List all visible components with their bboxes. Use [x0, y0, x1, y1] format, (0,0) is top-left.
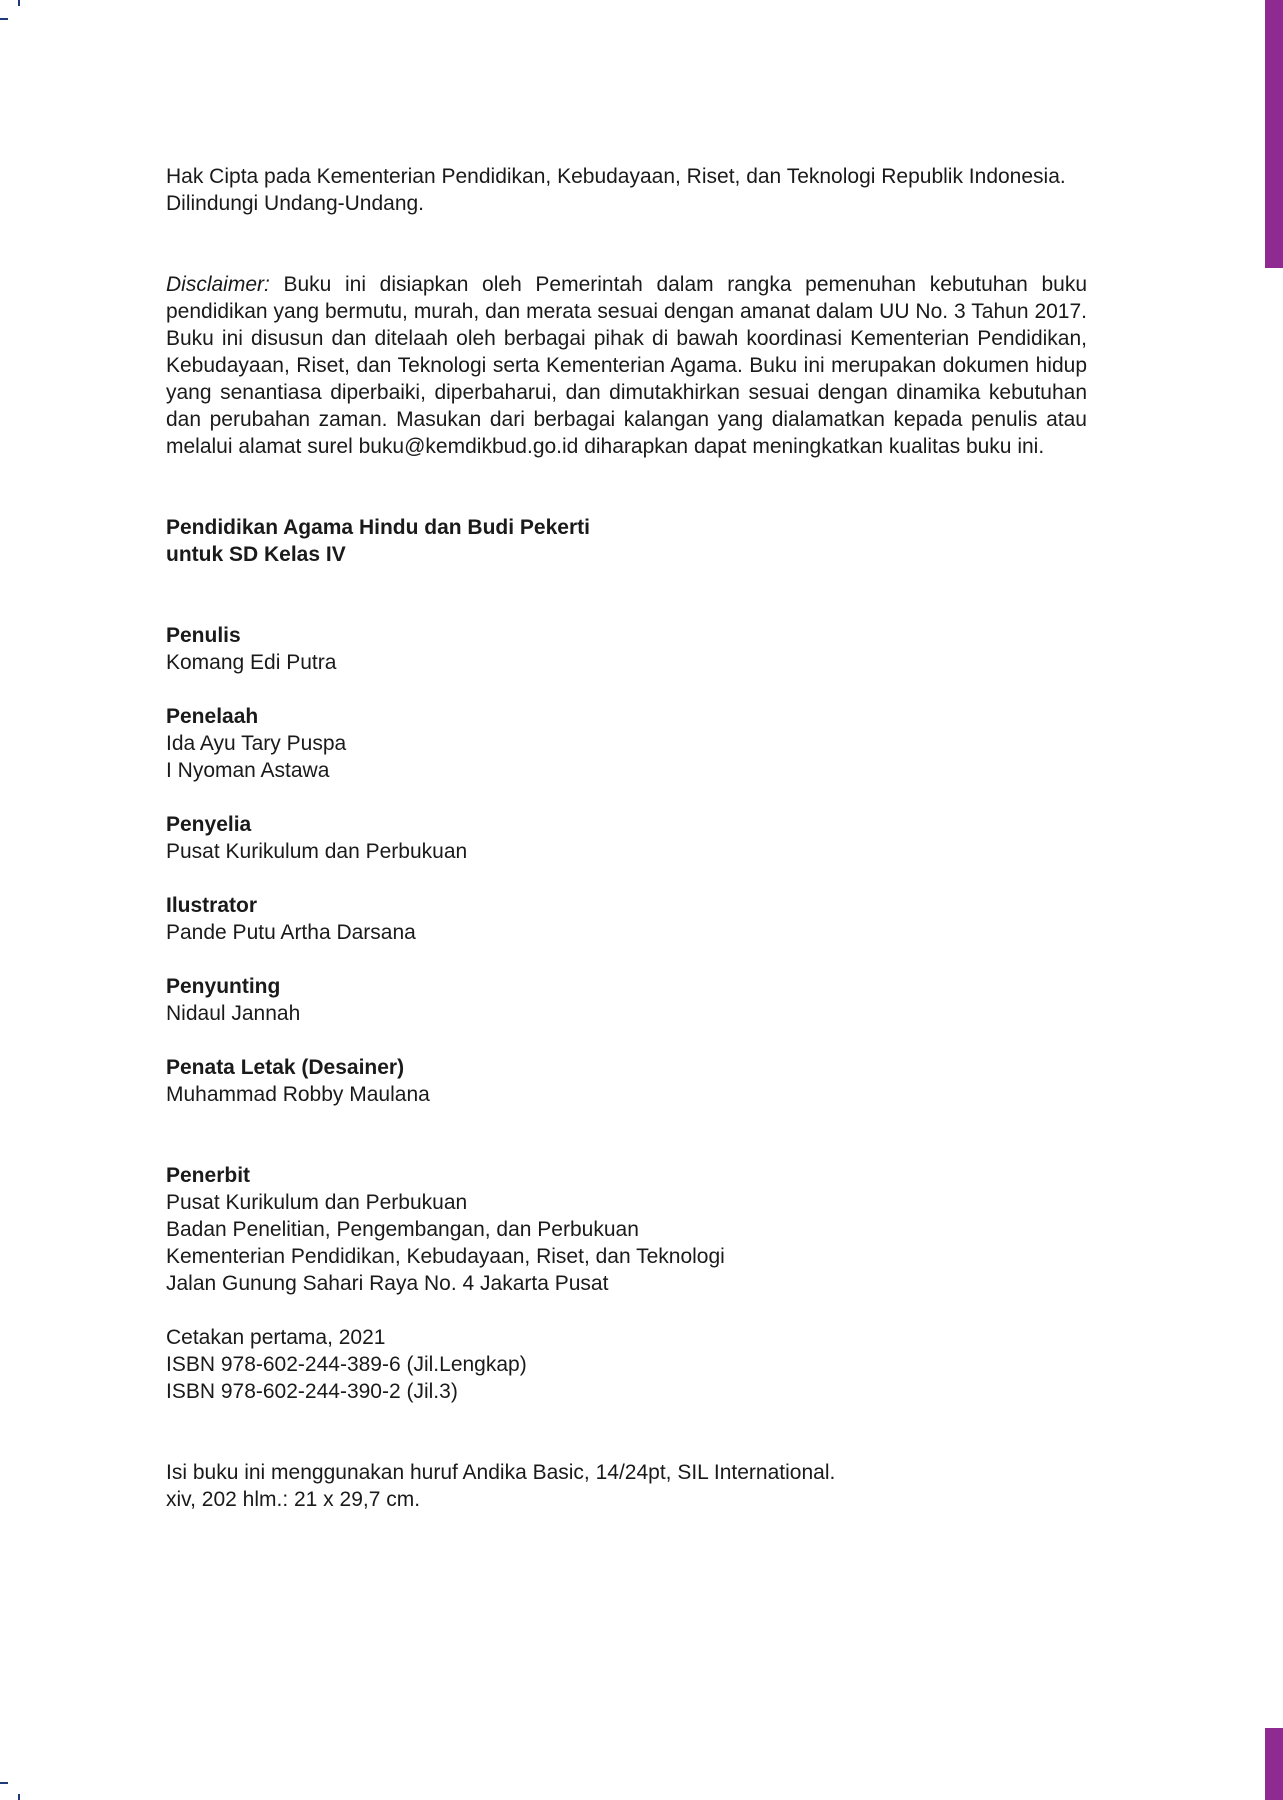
font-info: Isi buku ini menggunakan huruf Andika Basic, 14/24pt, SIL International.	[166, 1461, 836, 1484]
publisher-line: Kementerian Pendidikan, Kebudayaan, Riset, dan Teknologi	[166, 1245, 725, 1268]
credit-name: Pusat Kurikulum dan Perbukuan	[166, 840, 468, 863]
credit-ilustrator	[166, 892, 1087, 946]
credit-label: Ilustrator	[166, 894, 258, 917]
credit-penyelia	[166, 811, 1087, 865]
page-size-info: xiv, 202 hlm.: 21 x 29,7 cm.	[166, 1488, 421, 1511]
publisher-line: Badan Penelitian, Pengembangan, dan Perbukuan	[166, 1218, 639, 1241]
printing-info	[166, 1324, 1087, 1405]
imprint-page	[166, 163, 1087, 1513]
crop-mark-bottom-left-v	[18, 1794, 20, 1800]
book-title-line-1: Pendidikan Agama Hindu dan Budi Pekerti	[166, 516, 590, 539]
copyright-line: Hak Cipta pada Kementerian Pendidikan, Kebudayaan, Riset, dan Teknologi Republik Indonesia.	[166, 165, 1066, 188]
crop-mark-top-left-v	[18, 0, 20, 6]
edition-line: Cetakan pertama, 2021	[166, 1326, 386, 1349]
isbn-full: ISBN 978-602-244-389-6 (Jil.Lengkap)	[166, 1353, 527, 1376]
publisher-block	[166, 1162, 1087, 1297]
credit-name: Komang Edi Putra	[166, 651, 337, 674]
credit-label: Penyunting	[166, 975, 281, 998]
isbn-volume: ISBN 978-602-244-390-2 (Jil.3)	[166, 1380, 458, 1403]
credit-name: Pande Putu Artha Darsana	[166, 921, 416, 944]
publisher-label: Penerbit	[166, 1164, 251, 1187]
credit-label: Penelaah	[166, 705, 259, 728]
colophon	[166, 1459, 1087, 1513]
credit-name: Ida Ayu Tary Puspa	[166, 732, 347, 755]
accent-bar-bottom	[1265, 1728, 1283, 1800]
credit-penyunting	[166, 973, 1087, 1027]
publisher-line: Pusat Kurikulum dan Perbukuan	[166, 1191, 468, 1214]
publisher-address: Jalan Gunung Sahari Raya No. 4 Jakarta Pusat	[166, 1272, 609, 1295]
credit-label: Penata Letak (Desainer)	[166, 1056, 405, 1079]
credit-name: I Nyoman Astawa	[166, 759, 330, 782]
book-title	[166, 514, 1087, 568]
credit-penulis	[166, 622, 1087, 676]
credit-label: Penulis	[166, 624, 241, 647]
crop-mark-top-left	[0, 18, 8, 20]
credit-name: Muhammad Robby Maulana	[166, 1083, 430, 1106]
book-title-line-2: untuk SD Kelas IV	[166, 543, 346, 566]
protection-line: Dilindungi Undang-Undang.	[166, 192, 425, 215]
credit-penata-letak	[166, 1054, 1087, 1108]
credit-penelaah	[166, 703, 1087, 784]
disclaimer-paragraph	[166, 271, 1087, 460]
crop-mark-bottom-left	[0, 1782, 8, 1784]
disclaimer-label: Disclaimer:	[166, 273, 270, 296]
credit-label: Penyelia	[166, 813, 252, 836]
disclaimer-text: Buku ini disiapkan oleh Pemerintah dalam rangka pemenuhan kebutuhan buku pendidikan yang bermutu, murah, dan merata sesuai dengan amanat dalam UU No. 3 Tahun 2017. Buku ini disusun dan ditelaah oleh berbagai pihak di bawah koordinasi Kementerian Pendidikan, Kebudayaan, Riset, dan Teknologi serta Kementerian Agama. Buku ini merupakan dokumen hidup yang senantiasa diperbaiki, diperbaharui, dan dimutakhirkan sesuai dengan dinamika kebutuhan dan perubahan zaman. Masukan dari berbagai kalangan yang dialamatkan kepada penulis atau melalui alamat surel buku@kemdikbud.go.id diharapkan dapat meningkatkan kualitas buku ini.	[166, 273, 1087, 458]
accent-bar-top	[1265, 0, 1283, 268]
credit-name: Nidaul Jannah	[166, 1002, 301, 1025]
copyright-notice	[166, 163, 1087, 217]
